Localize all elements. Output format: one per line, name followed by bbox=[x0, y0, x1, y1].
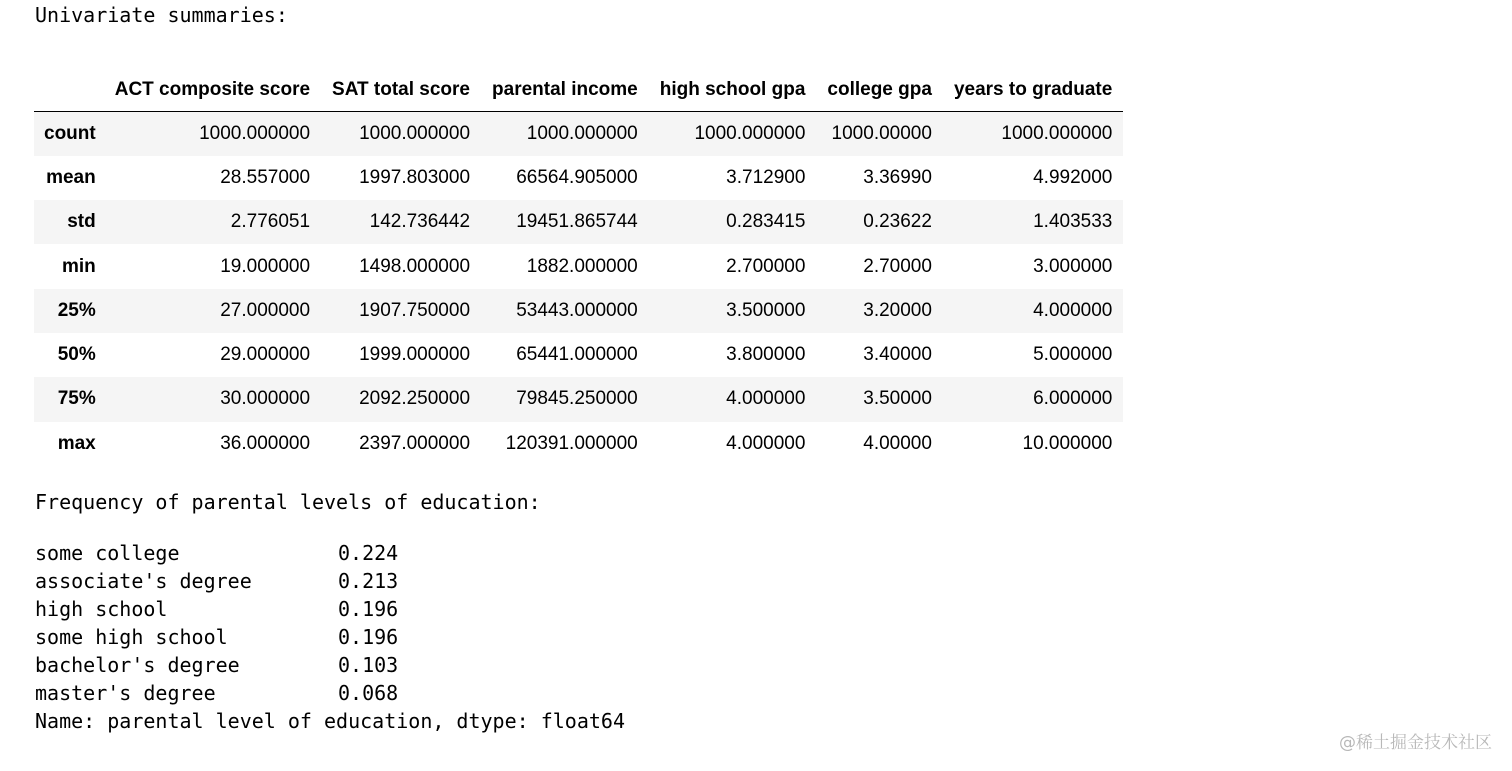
frequency-value: 0.213 bbox=[338, 569, 399, 593]
table-cell: 4.000000 bbox=[726, 388, 806, 410]
table-cell: 0.23622 bbox=[863, 211, 932, 233]
frequency-label: high school bbox=[35, 597, 168, 621]
table-row bbox=[34, 200, 1123, 244]
table-row bbox=[34, 289, 1123, 333]
frequency-value: 0.103 bbox=[338, 653, 399, 677]
table-cell: 19.000000 bbox=[220, 255, 311, 277]
table-cell: 1498.000000 bbox=[359, 255, 471, 277]
row-index: 50% bbox=[57, 344, 96, 366]
table-body bbox=[34, 112, 1123, 466]
column-header: years to graduate bbox=[943, 69, 1123, 112]
table-cell: 4.000000 bbox=[726, 432, 806, 454]
describe-table bbox=[34, 69, 1123, 466]
watermark: @稀土掘金技术社区 bbox=[1339, 733, 1492, 753]
table-cell: 6.000000 bbox=[1033, 388, 1113, 410]
column-header: SAT total score bbox=[321, 69, 481, 112]
column-header: college gpa bbox=[816, 69, 943, 112]
table-cell: 1000.000000 bbox=[359, 122, 471, 144]
table-cell: 1907.750000 bbox=[359, 299, 471, 321]
table-cell: 2397.000000 bbox=[359, 432, 471, 454]
frequency-row bbox=[35, 595, 625, 623]
frequency-label: some high school bbox=[35, 625, 228, 649]
row-index: 75% bbox=[57, 388, 96, 410]
column-header: parental income bbox=[481, 69, 649, 112]
table-cell: 28.557000 bbox=[220, 166, 311, 188]
frequency-label: associate's degree bbox=[35, 569, 252, 593]
row-index: std bbox=[67, 211, 96, 233]
table-cell: 4.000000 bbox=[1033, 299, 1113, 321]
table-cell: 2.700000 bbox=[726, 255, 806, 277]
table-cell: 1997.803000 bbox=[359, 166, 471, 188]
frequency-row bbox=[35, 567, 625, 595]
frequency-value: 0.196 bbox=[338, 625, 399, 649]
table-cell: 19451.865744 bbox=[516, 211, 638, 233]
frequency-row bbox=[35, 539, 625, 567]
table-cell: 142.736442 bbox=[369, 211, 471, 233]
table-row bbox=[34, 244, 1123, 288]
table-cell: 27.000000 bbox=[220, 299, 311, 321]
table-cell: 79845.250000 bbox=[516, 388, 638, 410]
frequency-value: 0.224 bbox=[338, 541, 399, 565]
table-cell: 3.000000 bbox=[1033, 255, 1113, 277]
frequency-row bbox=[35, 679, 625, 707]
column-header: ACT composite score bbox=[104, 69, 321, 112]
frequency-footer: Name: parental level of education, dtype: float64 bbox=[35, 709, 626, 733]
frequency-value: 0.068 bbox=[338, 681, 399, 705]
table-row bbox=[34, 112, 1123, 156]
frequency-label: bachelor's degree bbox=[35, 653, 240, 677]
row-index: count bbox=[44, 122, 96, 144]
table-cell: 2.70000 bbox=[863, 255, 932, 277]
table-row bbox=[34, 156, 1123, 200]
table-cell: 3.50000 bbox=[863, 388, 932, 410]
row-index: mean bbox=[46, 166, 96, 188]
table-row bbox=[34, 377, 1123, 421]
table-cell: 1000.000000 bbox=[199, 122, 311, 144]
row-index: 25% bbox=[57, 299, 96, 321]
frequency-row bbox=[35, 651, 625, 679]
table-cell: 4.992000 bbox=[1033, 166, 1113, 188]
frequency-label: some college bbox=[35, 541, 180, 565]
table-cell: 1000.000000 bbox=[1001, 122, 1113, 144]
table-cell: 2.776051 bbox=[230, 211, 311, 233]
table-cell: 53443.000000 bbox=[516, 299, 638, 321]
table-cell: 120391.000000 bbox=[505, 432, 638, 454]
table-cell: 1999.000000 bbox=[359, 344, 471, 366]
table-cell: 3.36990 bbox=[863, 166, 932, 188]
table-cell: 1000.000000 bbox=[526, 122, 638, 144]
table-cell: 66564.905000 bbox=[516, 166, 638, 188]
table-cell: 1882.000000 bbox=[526, 255, 638, 277]
univariate-summaries-title: Univariate summaries: bbox=[35, 3, 288, 27]
table-cell: 5.000000 bbox=[1033, 344, 1113, 366]
table-cell: 10.000000 bbox=[1022, 432, 1113, 454]
table-cell: 3.500000 bbox=[726, 299, 806, 321]
index-header bbox=[34, 69, 104, 112]
table-row bbox=[34, 333, 1123, 377]
table-cell: 2092.250000 bbox=[359, 388, 471, 410]
table-cell: 1000.00000 bbox=[831, 122, 932, 144]
row-index: max bbox=[57, 432, 96, 454]
table-cell: 4.00000 bbox=[863, 432, 932, 454]
table-cell: 0.283415 bbox=[726, 211, 806, 233]
frequency-title: Frequency of parental levels of education: bbox=[35, 490, 541, 514]
table-cell: 30.000000 bbox=[220, 388, 311, 410]
table-cell: 3.800000 bbox=[726, 344, 806, 366]
table-cell: 3.20000 bbox=[863, 299, 932, 321]
frequency-value: 0.196 bbox=[338, 597, 399, 621]
table-cell: 1000.000000 bbox=[694, 122, 806, 144]
header-row bbox=[34, 69, 1123, 112]
frequency-label: master's degree bbox=[35, 681, 216, 705]
frequency-row bbox=[35, 623, 625, 651]
table-cell: 1.403533 bbox=[1033, 211, 1113, 233]
row-index: min bbox=[61, 255, 96, 277]
table-cell: 29.000000 bbox=[220, 344, 311, 366]
table-cell: 36.000000 bbox=[220, 432, 311, 454]
table-cell: 65441.000000 bbox=[516, 344, 638, 366]
table-cell: 3.40000 bbox=[863, 344, 932, 366]
table-row bbox=[34, 422, 1123, 466]
table-cell: 3.712900 bbox=[726, 166, 806, 188]
frequency-output bbox=[35, 539, 625, 735]
column-header: high school gpa bbox=[649, 69, 817, 112]
table-header bbox=[34, 69, 1123, 112]
